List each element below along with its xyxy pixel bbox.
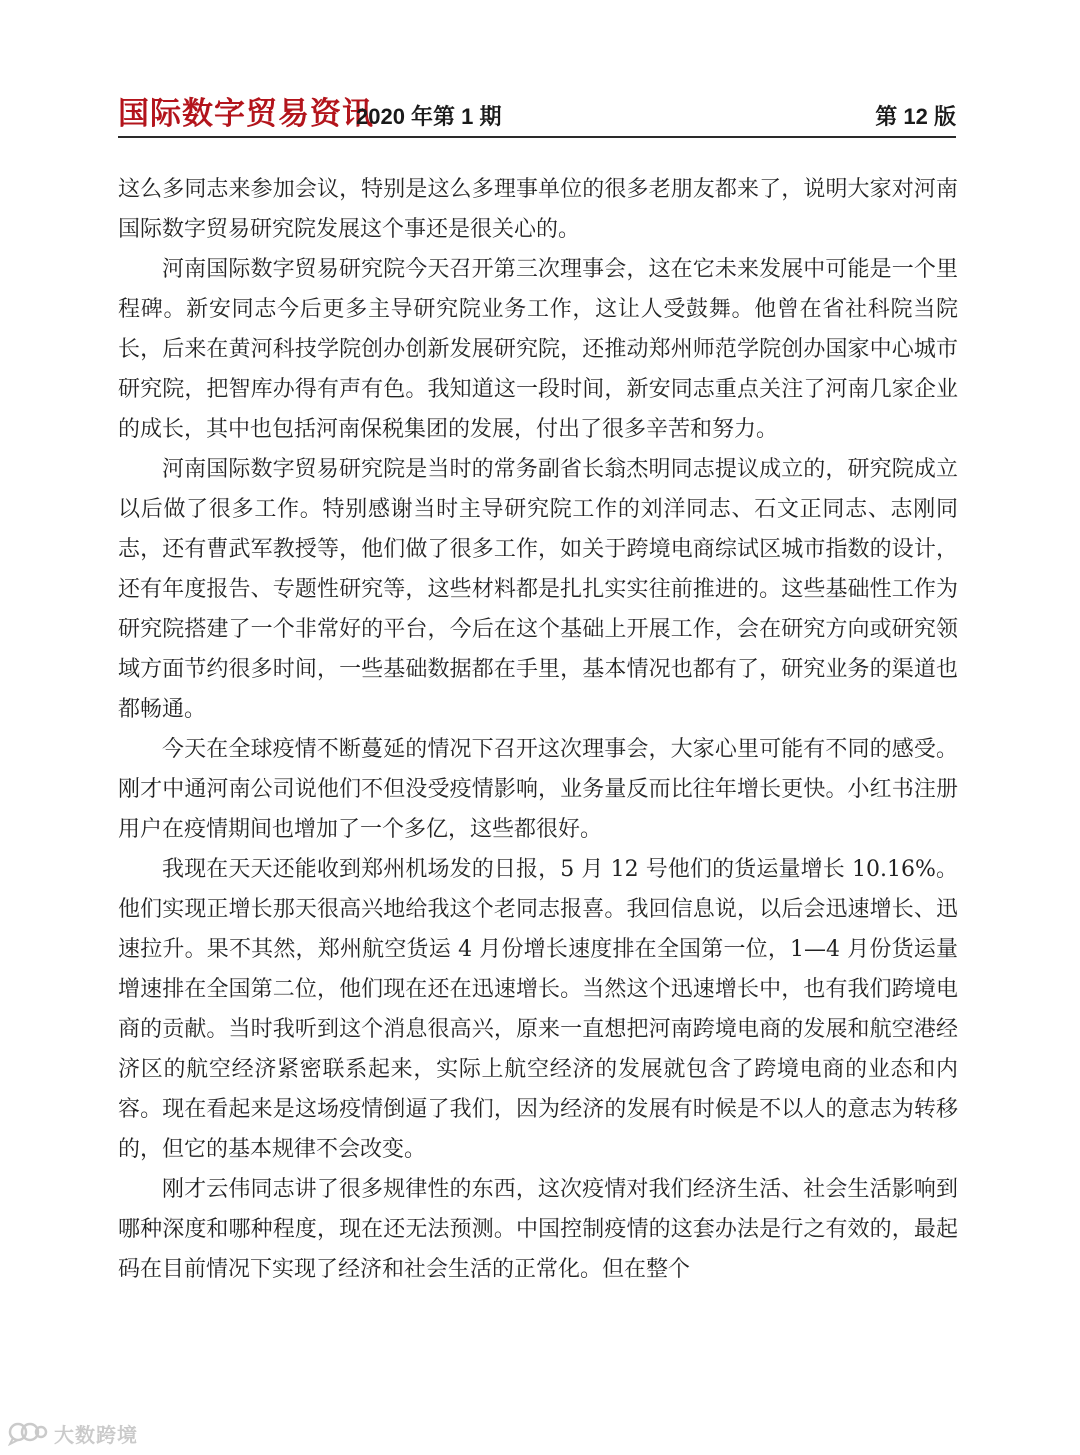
header-divider <box>118 136 956 138</box>
article-paragraph: 我现在天天还能收到郑州机场发的日报，5 月 12 号他们的货运量增长 10.16%。他们实现正增长那天很高兴地给我这个老同志报喜。我回信息说，以后会迅速增长、迅速拉升。果不其然，郑州航空货运 4 月份增长速度排在全国第一位，1—4 月份货运量增速排在全国第二位，他们现在还在迅速增长。当然这个迅速增长中，也有我们跨境电商的贡献。当时我听到这个消息很高兴，原来一直想把河南跨境电商的发展和航空港经济区的航空经济紧密联系起来，实际上航空经济的发展就包含了跨境电商的业态和内容。现在看起来是这场疫情倒逼了我们，因为经济的发展有时候是不以人的意志为转移的，但它的基本规律不会改变。 <box>118 857 958 1162</box>
article-paragraph: 刚才云伟同志讲了很多规律性的东西，这次疫情对我们经济生活、社会生活影响到哪种深度和哪种程度，现在还无法预测。中国控制疫情的这套办法是行之有效的，最起码在目前情况下实现了经济和社会生活的正常化。但在整个 <box>118 1177 958 1282</box>
article-body <box>118 170 958 1290</box>
article-paragraph: 今天在全球疫情不断蔓延的情况下召开这次理事会，大家心里可能有不同的感受。刚才中通河南公司说他们不但没受疫情影响，业务量反而比往年增长更快。小红书注册用户在疫情期间也增加了一个多亿，这些都很好。 <box>118 737 958 842</box>
article-paragraph: 河南国际数字贸易研究院是当时的常务副省长翁杰明同志提议成立的，研究院成立以后做了很多工作。特别感谢当时主导研究院工作的刘洋同志、石文正同志、志刚同志，还有曹武军教授等，他们做了很多工作，如关于跨境电商综试区城市指数的设计，还有年度报告、专题性研究等，这些材料都是扎扎实实往前推进的。这些基础性工作为研究院搭建了一个非常好的平台，今后在这个基础上开展工作，会在研究方向或研究领域方面节约很多时间，一些基础数据都在手里，基本情况也都有了，研究业务的渠道也都畅通。 <box>118 457 958 722</box>
page-label: 第 12 版 <box>875 104 956 129</box>
issue-label: 2020 年第 1 期 <box>356 104 502 129</box>
masthead <box>118 94 956 140</box>
article-paragraph: 这么多同志来参加会议，特别是这么多理事单位的很多老朋友都来了，说明大家对河南国际数字贸易研究院发展这个事还是很关心的。 <box>118 177 958 242</box>
speech-bubble-logo-icon <box>8 1420 48 1446</box>
publication-title: 国际数字贸易资讯 <box>118 96 374 132</box>
source-watermark <box>8 1418 138 1448</box>
watermark-text: 大数跨境 <box>54 1422 138 1447</box>
article-paragraph: 河南国际数字贸易研究院今天召开第三次理事会，这在它未来发展中可能是一个里程碑。新安同志今后更多主导研究院业务工作，这让人受鼓舞。他曾在省社科院当院长，后来在黄河科技学院创办创新发展研究院，还推动郑州师范学院创办国家中心城市研究院，把智库办得有声有色。我知道这一段时间，新安同志重点关注了河南几家企业的成长，其中也包括河南保税集团的发展，付出了很多辛苦和努力。 <box>118 257 958 442</box>
